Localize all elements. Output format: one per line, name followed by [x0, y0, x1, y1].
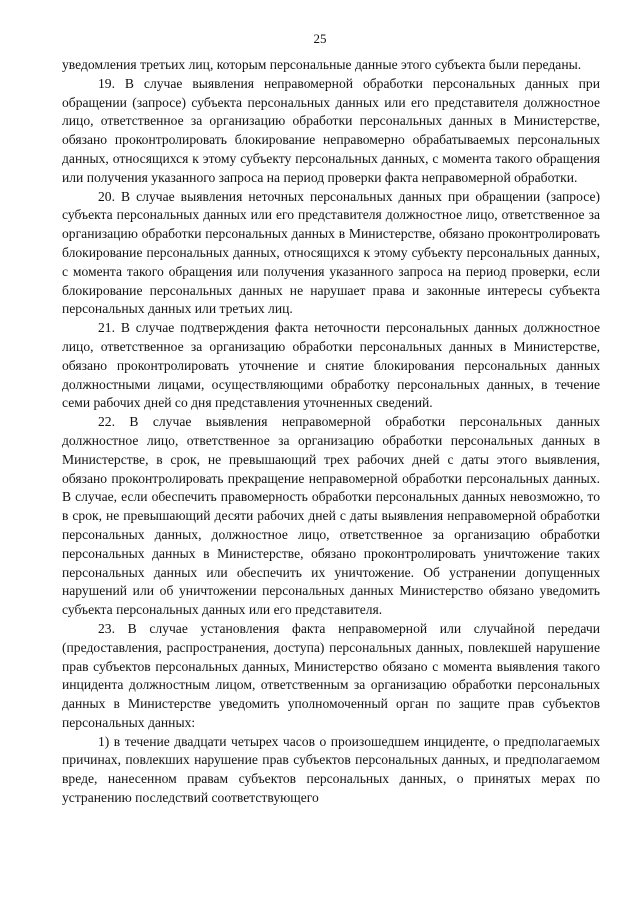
paragraph-23: 23. В случае установления факта неправомерной или случайной передачи (предоставления, распространения, доступа) персональных данных, повлекшей нарушение прав субъектов персональных данных, Министерство обязано с момента выявления такого инцидента должностным лицом, ответственным за организацию обработки персональных данных в Министерстве уведомить уполномоченный орган по защите прав субъектов персональных данных: [62, 620, 600, 730]
page-number: 25 [313, 31, 327, 46]
paragraph-continuation: уведомления третьих лиц, которым персональные данные этого субъекта были переданы. [62, 57, 582, 72]
paragraph-19: 19. В случае выявления неправомерной обработки персональных данных при обращении (запросе) субъекта персональных данных или его представителя должностное лицо, ответственное за организацию обработки персональных данных в Министерстве, обязано проконтролировать блокирование неправомерно обрабатываемых персональных данных, относящихся к этому субъекту персональных данных, с момента такого обращения или получения указанного запроса на период проверки факта неправомерной обработки. [62, 75, 600, 185]
paragraph-22: 22. В случае выявления неправомерной обработки персональных данных должностное лицо, ответственное за организацию обработки персональных данных в Министерстве, в срок, не превышающий трех рабочих дней с даты этого выявления, обязано проконтролировать прекращение неправомерной обработки персональных данных. В случае, если обеспечить правомерность обработки персональных данных невозможно, то в срок, не превышающий десяти рабочих дней с даты выявления неправомерной обработки персональных данных, должностное лицо, ответственное за организацию обработки персональных данных в Министерстве, обязано проконтролировать уничтожение таких персональных данных или обеспечить их уничтожение. Об устранении допущенных нарушений или об уничтожении персональных данных Министерство обязано уведомить субъекта персональных данных или его представителя. [62, 414, 600, 618]
paragraph-20: 20. В случае выявления неточных персональных данных при обращении (запросе) субъекта персональных данных или его представителя должностное лицо, ответственное за организацию обработки персональных данных в Министерстве, обязано проконтролировать блокирование персональных данных, относящихся к этому субъекту персональных данных, с момента такого обращения или получения указанного запроса на период проверки, если блокирование персональных данных не нарушает права и законные интересы субъекта персональных данных или третьих лиц. [62, 188, 600, 317]
paragraph-23-item-1: 1) в течение двадцати четырех часов о произошедшем инциденте, о предполагаемых причинах, повлекших нарушение прав субъектов персональных данных, и предполагаемом вреде, нанесенном правам субъектов персональных данных, о принятых мерах по устранению последствий соответствующего [62, 733, 600, 806]
paragraph-21: 21. В случае подтверждения факта неточности персональных данных должностное лицо, ответственное за организацию обработки персональных данных в Министерстве, обязано проконтролировать уточнение и снятие блокирования персональных данных должностными лицами, осуществляющими обработку персональных данных, в течение семи рабочих дней со дня представления уточненных сведений. [62, 320, 600, 411]
document-body [62, 56, 600, 808]
